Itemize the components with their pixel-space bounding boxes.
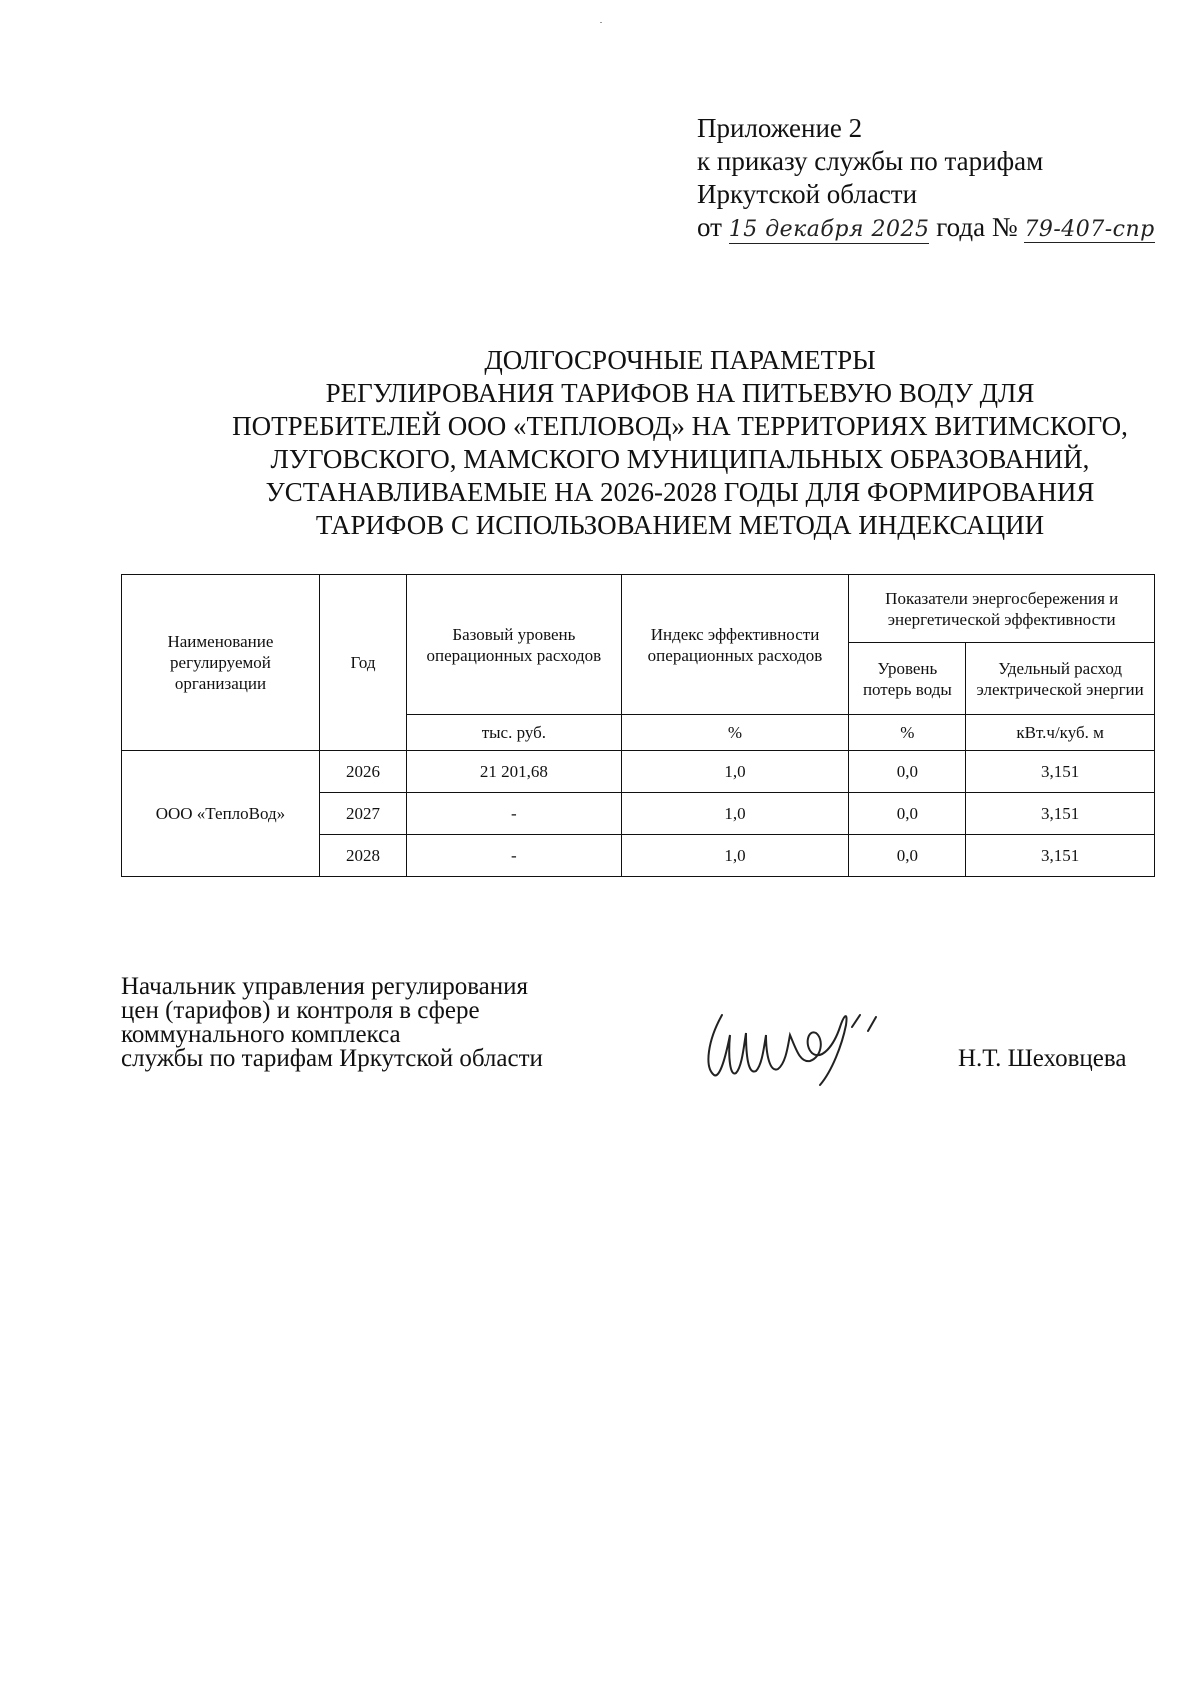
cell-specific: 3,151 (966, 793, 1155, 835)
signer-name: Н.Т. Шеховцева (958, 1045, 1127, 1072)
handwritten-signature-icon (700, 1005, 900, 1090)
annex-date-line (697, 211, 1189, 244)
table-row (122, 751, 1155, 793)
cell-base: 21 201,68 (407, 751, 621, 793)
header-water-loss: Уровень потерь воды (849, 643, 966, 715)
organization-name: ООО «ТеплоВод» (122, 751, 320, 877)
cell-loss: 0,0 (849, 835, 966, 877)
date-prefix: от (697, 212, 722, 242)
cell-loss: 0,0 (849, 793, 966, 835)
cell-index: 1,0 (621, 751, 849, 793)
annex-header (697, 112, 1189, 244)
unit-loss: % (849, 715, 966, 751)
signature-position (121, 975, 543, 1071)
cell-loss: 0,0 (849, 751, 966, 793)
cell-year: 2026 (319, 751, 406, 793)
title-line-3: ПОТРЕБИТЕЛЕЙ ООО «ТЕПЛОВОД» НА ТЕРРИТОРИЯХ ВИТИМСКОГО, (232, 411, 1128, 441)
cell-index: 1,0 (621, 835, 849, 877)
cell-base: - (407, 835, 621, 877)
title-line-2: РЕГУЛИРОВАНИЯ ТАРИФОВ НА ПИТЬЕВУЮ ВОДУ ДЛЯ (325, 378, 1035, 408)
annex-order-ref: к приказу службы по тарифам (697, 146, 1044, 176)
header-row-1 (122, 575, 1155, 643)
annex-region: Иркутской области (697, 179, 918, 209)
cell-specific: 3,151 (966, 751, 1155, 793)
header-base-level: Базовый уровень операционных расходов (407, 575, 621, 715)
cell-specific: 3,151 (966, 835, 1155, 877)
unit-base: тыс. руб. (407, 715, 621, 751)
position-line-4: службы по тарифам Иркутской области (121, 1045, 543, 1072)
cell-year: 2027 (319, 793, 406, 835)
cell-index: 1,0 (621, 793, 849, 835)
title-line-1: ДОЛГОСРОЧНЫЕ ПАРАМЕТРЫ (484, 345, 876, 375)
date-suffix: года № (936, 212, 1018, 242)
header-specific-consumption: Удельный расход электрической энергии (966, 643, 1155, 715)
position-line-1: Начальник управления регулирования (121, 973, 529, 1000)
header-energy-group: Показатели энергосбережения и энергетической эффективности (849, 575, 1155, 643)
title-line-5: УСТАНАВЛИВАЕМЫЕ НА 2026-2028 ГОДЫ ДЛЯ ФОРМИРОВАНИЯ (265, 477, 1095, 507)
unit-index: % (621, 715, 849, 751)
unit-specific: кВт.ч/куб. м (966, 715, 1155, 751)
cell-year: 2028 (319, 835, 406, 877)
header-organization: Наименование регулируемой организации (122, 575, 320, 751)
header-efficiency-index: Индекс эффективности операционных расходов (621, 575, 849, 715)
title-line-4: ЛУГОВСКОГО, МАМСКОГО МУНИЦИПАЛЬНЫХ ОБРАЗОВАНИЙ, (270, 444, 1090, 474)
parameters-table (121, 574, 1155, 877)
document-title (200, 344, 1160, 542)
header-year: Год (319, 575, 406, 751)
handwritten-date: 15 декабря 2025 (728, 217, 930, 242)
handwritten-order-number: 79-407-спр (1024, 217, 1155, 242)
annex-title: Приложение 2 (697, 113, 863, 143)
position-line-2: цен (тарифов) и контроля в сфере (121, 997, 480, 1024)
scan-speck (600, 22, 602, 23)
title-line-6: ТАРИФОВ С ИСПОЛЬЗОВАНИЕМ МЕТОДА ИНДЕКСАЦИИ (315, 510, 1045, 540)
position-line-3: коммунального комплекса (121, 1021, 401, 1048)
cell-base: - (407, 793, 621, 835)
